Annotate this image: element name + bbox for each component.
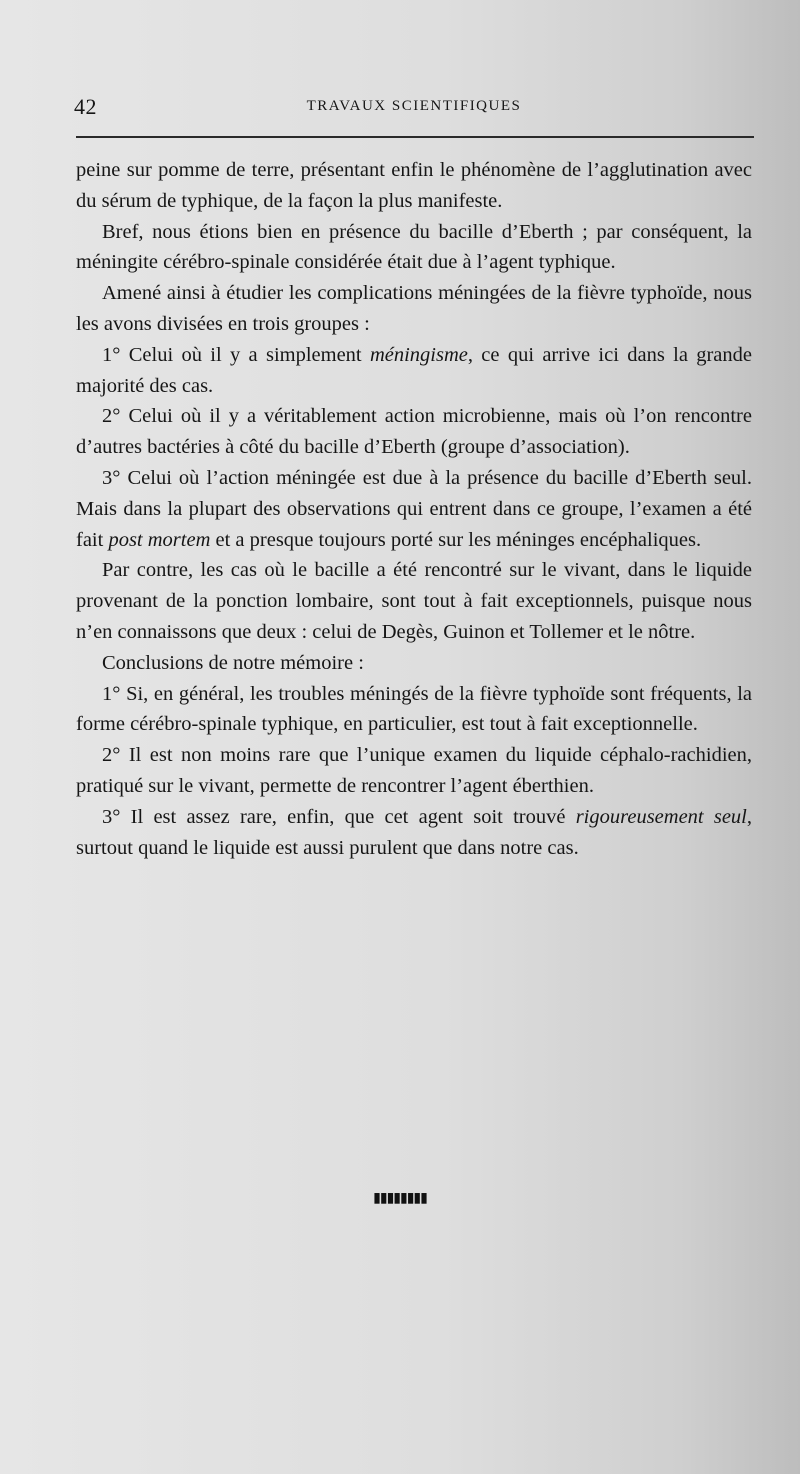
- paragraph-text: 1° Celui où il y a simplement: [102, 343, 370, 366]
- paragraph-text: Bref, nous étions bien en présence du bacille d’Eberth ; par conséquent, la méningite cérébro-spinale considérée était due à l’agent typhique.: [76, 220, 752, 274]
- header-rule: [76, 136, 754, 138]
- paragraph-continuation: [76, 155, 752, 217]
- paragraph-text: Par contre, les cas où le bacille a été rencontré sur le vivant, dans le liquide provenant de la ponction lombaire, sont tout à fait exceptionnels, puisque nous n’en connaissons que deux : celui de Degès, Guinon et Tollemer et le nôtre.: [76, 559, 752, 643]
- paragraph-text: 3° Celui où l’action méningée est due à la présence du bacille d’Eberth seul. Mais dans la plupart des observations qui entrent dans ce groupe, l’examen a été fait: [76, 466, 752, 551]
- paragraph-group-2: [76, 401, 752, 463]
- conclusion-1: [76, 679, 752, 741]
- italic-term: méningisme: [369, 343, 468, 366]
- italic-term: rigoureusement seul: [575, 805, 747, 828]
- paragraph: [76, 555, 752, 647]
- paragraph-group-3: [76, 463, 752, 555]
- running-head: [74, 94, 754, 124]
- paragraph: [76, 278, 752, 340]
- paragraph-text: et a presque toujours porté sur les méninges encéphaliques.: [210, 528, 702, 551]
- paragraph-text: Amené ainsi à étudier les complications méningées de la fièvre typhoïde, nous les avons divisées en trois groupes :: [76, 282, 752, 335]
- paragraph-text: 2° Il est non moins rare que l’unique examen du liquide céphalo-rachidien, pratiqué sur le vivant, permette de rencontrer l’agent éberthien.: [76, 744, 752, 797]
- body-text: [76, 155, 752, 863]
- paragraph-text: 2° Celui où il y a véritablement action microbienne, mais où l’on rencontre d’autres bactéries à côté du bacille d’Eberth (groupe d’association).: [76, 405, 752, 459]
- end-ornament: ▮▮▮▮▮▮▮▮: [373, 1190, 427, 1206]
- running-head-title: TRAVAUX SCIENTIFIQUES: [306, 98, 522, 114]
- conclusion-2: [76, 740, 752, 802]
- italic-term: post mortem: [108, 528, 211, 551]
- paragraph-text: peine sur pomme de terre, présentant enfin le phénomène de l’agglutination avec du sérum de typhique, de la façon la plus manifeste.: [76, 159, 752, 212]
- paragraph-text: 3° Il est assez rare, enfin, que cet agent soit trouvé: [102, 805, 576, 828]
- page-number: 42: [74, 94, 97, 119]
- conclusions-heading: [76, 648, 752, 679]
- paragraph-text: Conclusions de notre mémoire :: [102, 651, 364, 674]
- paragraph-text: 1° Si, en général, les troubles méningés de la fièvre typhoïde sont fréquents, la forme cérébro-spinale typhique, en particulier, est tout à fait exceptionnelle.: [76, 682, 752, 736]
- conclusion-3: [76, 802, 752, 864]
- paragraph-group-1: [76, 340, 752, 402]
- paragraph: [76, 217, 752, 279]
- paragraph-text: , surtout quand le liquide est aussi purulent que dans notre cas.: [76, 805, 753, 859]
- paragraph-text: , ce qui arrive ici dans la grande majorité des cas.: [76, 343, 752, 397]
